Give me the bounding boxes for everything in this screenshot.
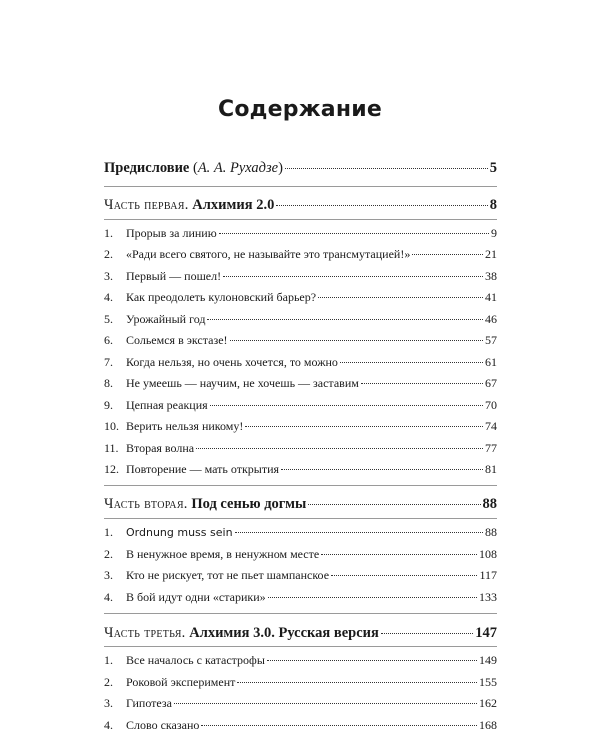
toc-chapter-entry[interactable] [104,247,497,262]
toc-chapter-number: 1. [104,525,113,539]
toc-chapter-entry[interactable] [104,441,497,456]
toc-divider [104,613,497,614]
toc-part-title: Алхимия 2.0 [192,197,275,213]
toc-chapter-entry[interactable] [104,590,497,605]
toc-page-number: 74 [485,419,497,433]
toc-leader-dots [219,232,489,234]
toc-divider [104,219,497,220]
toc-leader-dots [267,659,477,661]
toc-chapter-title: В ненужное время, в ненужном месте [126,547,320,561]
toc-leader-dots [230,339,483,341]
toc-leader-dots [321,553,477,555]
toc-leader-dots [268,596,477,598]
toc-chapter-entry[interactable] [104,675,497,690]
toc-leader-dots [276,204,487,206]
toc-chapter-number: 4. [104,290,113,304]
toc-page-number: 108 [479,547,497,561]
toc-chapter-number: 2. [104,675,113,689]
toc-page-number: 57 [485,333,497,347]
toc-chapter-title: Роковой эксперимент [126,675,236,689]
toc-page-number: 81 [485,462,497,476]
toc-chapter-title: Первый — пошел! [126,269,222,283]
toc-chapter-number: 8. [104,376,113,390]
toc-chapter-title: Сольемся в экстазе! [126,333,228,347]
toc-page-number: 9 [491,226,497,240]
toc-leader-dots [196,447,483,449]
toc-chapter-entry[interactable] [104,525,497,540]
toc-leader-dots [331,574,477,576]
toc-page-number: 88 [485,525,497,539]
toc-chapter-title: Верить нельзя никому! [126,419,244,433]
toc-chapter-entry[interactable] [104,696,497,711]
toc-page-number: 8 [489,197,497,213]
toc-chapter-number: 5. [104,312,113,326]
toc-part-entry[interactable] [104,496,497,513]
toc-chapter-title: Урожайный год [126,312,206,326]
toc-leader-dots [281,468,483,470]
toc-divider [104,646,497,647]
toc-chapter-number: 1. [104,653,113,667]
toc-chapter-number: 1. [104,226,113,240]
toc-page-number: 149 [479,653,497,667]
toc-chapter-title: Слово сказано [126,718,200,732]
toc-leader-dots [412,253,483,255]
toc-chapter-title: Ordnung muss sein [126,526,233,539]
toc-page-number: 117 [479,568,497,582]
toc-chapter-entry[interactable] [104,568,497,583]
toc-chapter-entry[interactable] [104,653,497,668]
toc-leader-dots [245,425,483,427]
toc-chapter-title: Прорыв за линию [126,226,217,240]
toc-divider [104,485,497,486]
toc-chapter-entry[interactable] [104,355,497,370]
toc-page-number: 41 [485,290,497,304]
page-title: Содержание [218,97,382,122]
toc-leader-dots [318,296,483,298]
toc-preface-label-wrap: Предисловие (А. А. Рухадзе) [104,160,283,176]
toc-chapter-entry[interactable] [104,376,497,391]
toc-chapter-number: 12. [104,462,119,476]
toc-chapter-entry[interactable] [104,226,497,241]
toc-part-label: Часть вторая. [104,496,188,512]
toc-leader-dots [235,531,483,533]
toc-chapter-number: 11. [104,441,119,455]
toc-leader-dots [223,275,483,277]
toc-preface-author: А. А. Рухадзе [197,160,279,176]
toc-page-number: 70 [485,398,497,412]
toc-part-entry[interactable] [104,625,497,642]
toc-chapter-entry[interactable] [104,269,497,284]
toc-chapter-title: В бой идут одни «старики» [126,590,266,604]
toc-chapter-title: «Ради всего святого, не называйте это трансмутацией!» [126,247,411,261]
toc-divider [104,186,497,187]
toc-chapter-title: Повторение — мать открытия [126,462,280,476]
toc-page-number: 5 [489,160,497,176]
toc-chapter-entry[interactable] [104,547,497,562]
toc-chapter-number: 10. [104,419,119,433]
toc-part-label: Часть третья. [104,625,186,641]
toc-chapter-entry[interactable] [104,333,497,348]
toc-preface-entry[interactable] [104,160,497,177]
toc-chapter-number: 3. [104,696,113,710]
toc-leader-dots [361,382,483,384]
toc-leader-dots [201,724,477,726]
toc-chapter-number: 2. [104,547,113,561]
toc-chapter-title: Кто не рискует, тот не пьет шампанское [126,568,330,582]
toc-chapter-number: 9. [104,398,113,412]
toc-leader-dots [340,361,483,363]
toc-page-number: 147 [475,625,497,641]
toc-chapter-number: 2. [104,247,113,261]
toc-chapter-title: Не умеешь — научим, не хочешь — заставим [126,376,359,390]
toc-part-title: Под сенью догмы [191,496,307,512]
toc-page-number: 77 [485,441,497,455]
toc-leader-dots [285,167,488,169]
toc-chapter-title: Цепная реакция [126,398,208,412]
toc-leader-dots [174,702,477,704]
toc-chapter-entry[interactable] [104,419,497,434]
toc-chapter-number: 7. [104,355,113,369]
toc-chapter-number: 6. [104,333,113,347]
toc-part-label: Часть первая. [104,197,189,213]
toc-chapter-title: Все началось с катастрофы [126,653,265,667]
toc-divider [104,518,497,519]
toc-leader-dots [237,681,477,683]
toc-page-number: 155 [479,675,497,689]
toc-page-number: 61 [485,355,497,369]
toc-chapter-number: 4. [104,718,113,732]
toc-preface-label: Предисловие [104,160,190,176]
toc-chapter-entry[interactable] [104,718,497,733]
toc-chapter-number: 3. [104,568,113,582]
toc-leader-dots [207,318,483,320]
toc-page-number: 162 [479,696,497,710]
toc-chapter-entry[interactable] [104,312,497,327]
toc-page-number: 168 [479,718,497,732]
toc-part-title: Алхимия 3.0. Русская версия [189,625,379,641]
toc-chapter-title: Гипотеза [126,696,172,710]
toc-leader-dots [210,404,483,406]
toc-leader-dots [381,632,473,634]
toc-chapter-entry[interactable] [104,290,497,305]
toc-page-number: 67 [485,376,497,390]
toc-chapter-entry[interactable] [104,398,497,413]
toc-page-number: 88 [482,496,497,512]
toc-chapter-number: 4. [104,590,113,604]
toc-chapter-title: Когда нельзя, но очень хочется, то можно [126,355,338,369]
toc-page-number: 38 [485,269,497,283]
toc-chapter-entry[interactable] [104,462,497,477]
toc-chapter-title: Как преодолеть кулоновский барьер? [126,290,317,304]
toc-page-number: 133 [479,590,497,604]
toc-part-entry[interactable] [104,197,497,214]
toc-page-number: 46 [485,312,497,326]
toc-chapter-number: 3. [104,269,113,283]
toc-leader-dots [308,503,480,505]
toc-chapter-title: Вторая волна [126,441,195,455]
toc-page-number: 21 [485,247,497,261]
